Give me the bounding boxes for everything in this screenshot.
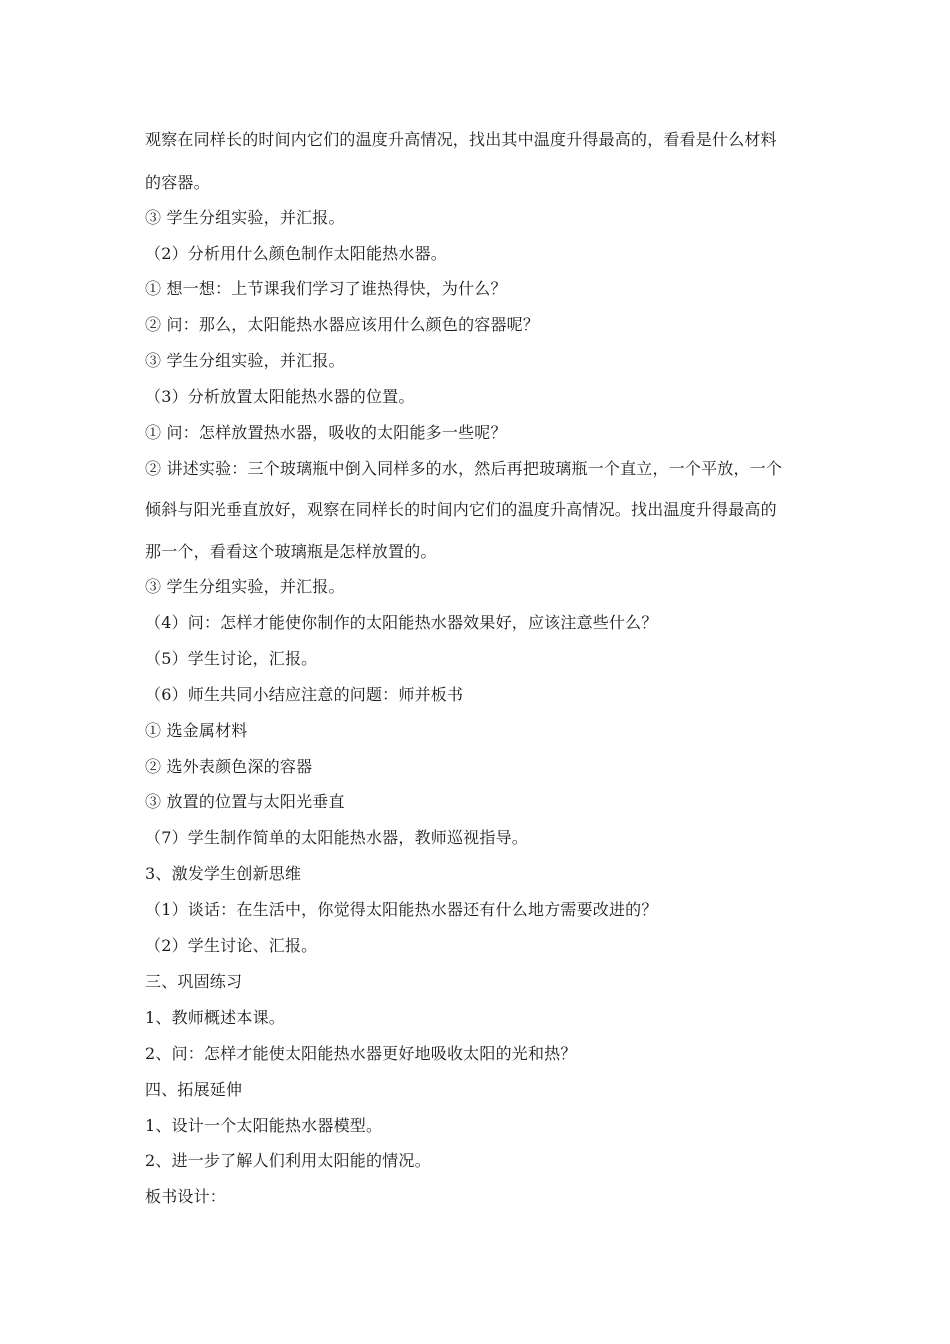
text-line: 那一个，看看这个玻璃瓶是怎样放置的。	[145, 542, 437, 561]
text-line: ③ 学生分组实验，并汇报。	[145, 577, 345, 596]
section-heading: 四、拓展延伸	[145, 1080, 243, 1099]
text-line: （4）问：怎样才能使你制作的太阳能热水器效果好，应该注意些什么？	[145, 613, 658, 632]
text-line: ② 选外表颜色深的容器	[145, 757, 313, 776]
text-line: ① 选金属材料	[145, 721, 248, 740]
text-line: （7）学生制作简单的太阳能热水器，教师巡视指导。	[145, 828, 528, 847]
section-heading: 三、巩固练习	[145, 972, 243, 991]
text-line: （6）师生共同小结应注意的问题：师并板书	[145, 685, 464, 704]
text-line: 2、问：怎样才能使太阳能热水器更好地吸收太阳的光和热？	[145, 1044, 577, 1063]
text-line: （2）学生讨论、汇报。	[145, 936, 318, 955]
text-line: ① 问：怎样放置热水器，吸收的太阳能多一些呢？	[145, 423, 507, 442]
text-line: （1）谈话：在生活中，你觉得太阳能热水器还有什么地方需要改进的？	[145, 900, 658, 919]
text-line: ③ 学生分组实验，并汇报。	[145, 208, 345, 227]
text-line: ② 讲述实验：三个玻璃瓶中倒入同样多的水，然后再把玻璃瓶一个直立，一个平放，一个	[145, 459, 783, 478]
text-line: 1、教师概述本课。	[145, 1008, 285, 1027]
text-line: 观察在同样长的时间内它们的温度升高情况，找出其中温度升得最高的，看看是什么材料	[145, 130, 777, 149]
text-line: ① 想一想：上节课我们学习了谁热得快，为什么？	[145, 279, 507, 298]
text-line: 倾斜与阳光垂直放好，观察在同样长的时间内它们的温度升高情况。找出温度升得最高的	[145, 500, 777, 519]
text-line: （3）分析放置太阳能热水器的位置。	[145, 387, 415, 406]
text-line: ② 问：那么，太阳能热水器应该用什么颜色的容器呢？	[145, 315, 540, 334]
text-line: 3、激发学生创新思维	[145, 864, 302, 883]
text-line: 2、进一步了解人们利用太阳能的情况。	[145, 1151, 431, 1170]
text-line: （2）分析用什么颜色制作太阳能热水器。	[145, 244, 447, 263]
text-line: 的容器。	[145, 173, 210, 192]
text-line: 板书设计：	[145, 1187, 227, 1206]
text-line: 1、设计一个太阳能热水器模型。	[145, 1116, 383, 1135]
text-line: （5）学生讨论，汇报。	[145, 649, 318, 668]
text-line: ③ 放置的位置与太阳光垂直	[145, 792, 345, 811]
text-line: ③ 学生分组实验，并汇报。	[145, 351, 345, 370]
